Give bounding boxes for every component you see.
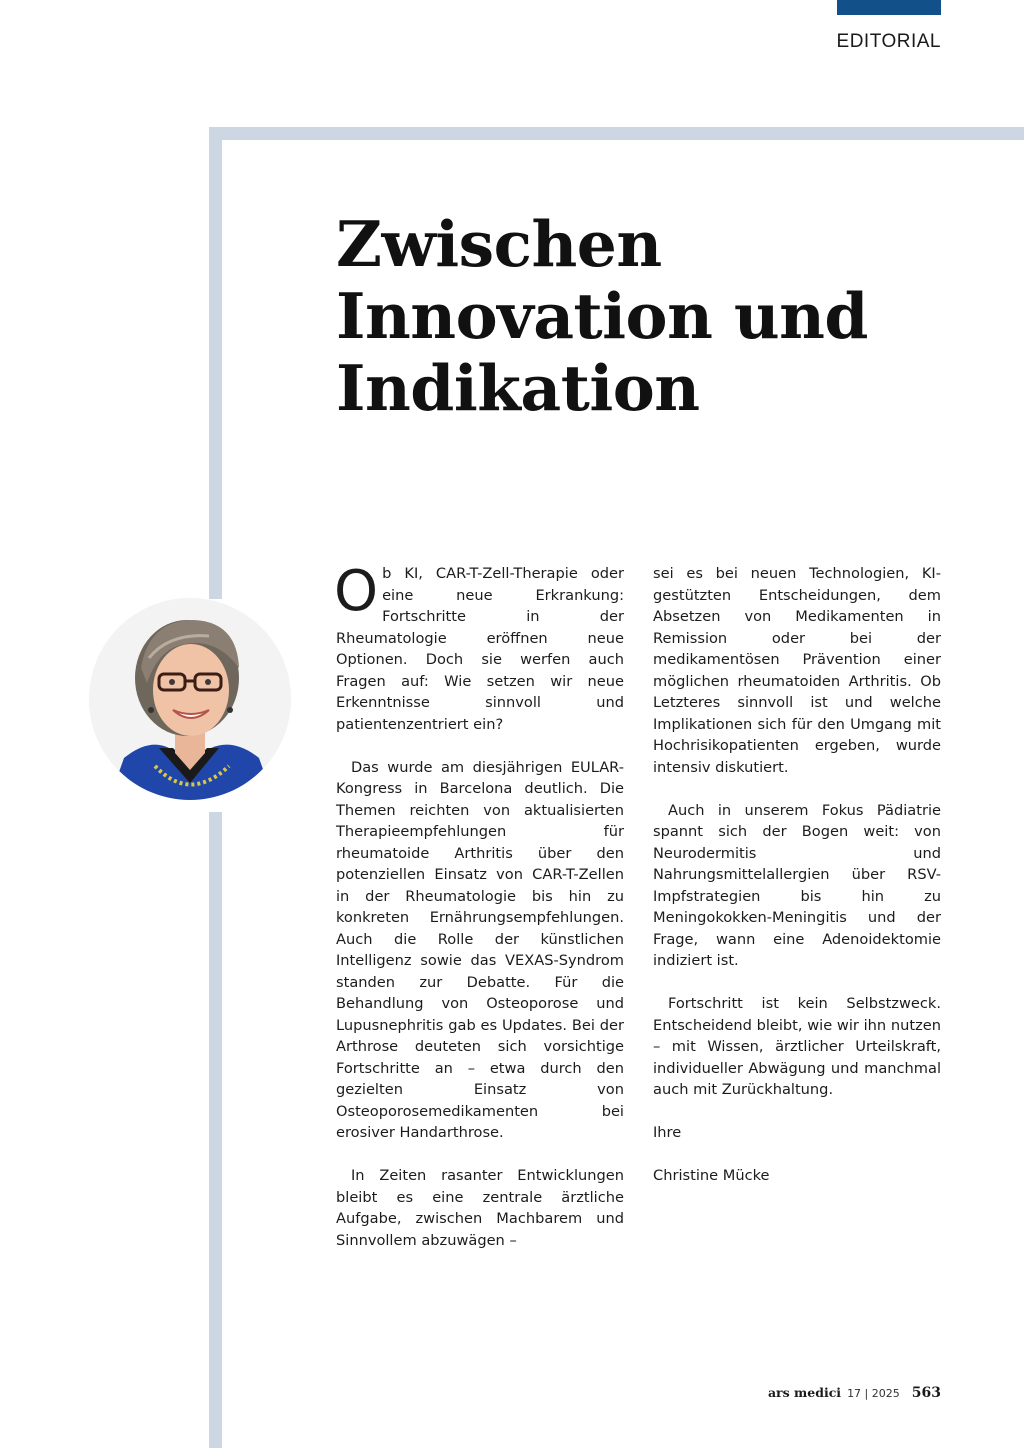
page-footer — [768, 1385, 941, 1401]
article-column-2 — [653, 563, 941, 1208]
issue-number: 17 | 2025 — [847, 1387, 900, 1400]
paragraph-text: b KI, CAR-T-Zell-Therapie oder eine neue Erkrankung: Fortschritte in der Rheumatologie eröffnen neue Optionen. Doch sie werfen auch Fragen auf: Wie setzen wir neue Erkenntnisse sinnvoll und patientenzentriert ein? — [336, 565, 624, 733]
decorative-frame-left — [209, 127, 222, 599]
closing-salutation: Ihre — [653, 1124, 682, 1141]
drop-cap: O — [334, 559, 379, 624]
body-paragraph: Das wurde am diesjährigen EULAR-Kongress in Barcelona deutlich. Die Themen reichten von aktualisierten Therapieempfehlungen für rheumatoide Arthritis über den potenziellen Einsatz von CAR-T-Zellen in der Rheumatologie bis hin zu konkreten Ernährungsempfehlungen. Auch die Rolle der künstlichen Intelligenz sowie das VEXAS-Syndrom standen zur Debatte. Für die Behandlung von Osteoporose und Lupusnephritis gab es Updates. Bei der Arthrose deuteten sich vorsichtige Fortschritte an – etwa durch den gezielten Einsatz von Osteoporosemedikamenten bei erosiver Handarthrose. — [336, 758, 624, 1141]
headline-line: Innovation und — [336, 279, 868, 353]
decorative-frame-top — [209, 127, 1024, 140]
author-portrait — [89, 598, 291, 800]
section-label: EDITORIAL — [836, 31, 941, 52]
article-column-1 — [334, 559, 624, 1273]
page-number: 563 — [911, 1385, 941, 1401]
author-signature: Christine Mücke — [653, 1167, 770, 1184]
publication-name: ars medici — [767, 1385, 842, 1400]
headline-line: Indikation — [336, 351, 700, 425]
decorative-frame-left-lower — [209, 812, 222, 1448]
body-paragraph: Auch in unserem Fokus Pädiatrie spannt sich der Bogen weit: von Neurodermitis und Nahrungsmittelallergien über RSV-Impfstrategien bis hin zu Meningokokken-Meningitis und der Frage, wann eine Adenoidektomie indiziert ist. — [653, 801, 941, 969]
body-paragraph: In Zeiten rasanter Entwicklungen bleibt es eine zentrale ärztliche Aufgabe, zwischen Machbarem und Sinnvollem abzuwägen – — [336, 1167, 624, 1249]
headline-line: Zwischen — [336, 207, 662, 281]
headline — [336, 208, 868, 424]
intro-paragraph — [334, 559, 624, 735]
body-paragraph: sei es bei neuen Technologien, KI-gestützten Entscheidungen, dem Absetzen von Medikamenten in Remission oder bei der medikamentösen Prävention einer möglichen rheumatoiden Arthritis. Ob Letzteres sinnvoll ist und welche Implikationen sich für den Umgang mit Hochrisikopatienten ergeben, wurde intensiv diskutiert. — [653, 565, 941, 776]
section-color-tab — [837, 0, 941, 15]
body-paragraph: Fortschritt ist kein Selbstzweck. Entscheidend bleibt, wie wir ihn nutzen – mit Wissen, ärztlicher Urteilskraft, individueller Abwägung und manchmal auch mit Zurückhaltung. — [653, 995, 941, 1098]
